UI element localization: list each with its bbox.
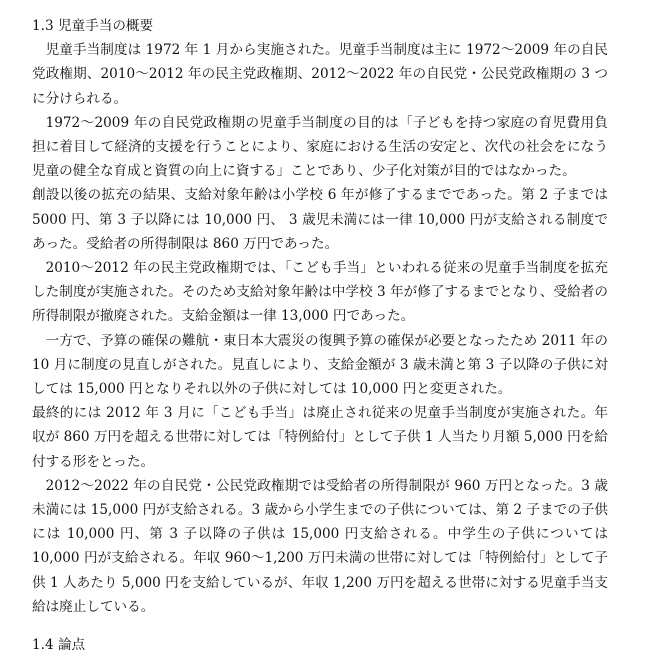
paragraph-ldp-amounts: 創設以後の拡充の結果、支給対象年齢は小学校 6 年が修了するまでであった。第 2 子までは 5000 円、第 3 子以降には 10,000 円、 3 歳児未満には一律 10,000 円が支給される制度であった。受給者の所得制限は 860 万円であった。	[32, 187, 608, 252]
next-section-heading: 1.4 論点	[32, 637, 86, 654]
paragraph-overview: 児童手当制度は 1972 年 1 月から実施された。児童手当制度は主に 1972〜2009 年の自民党政権期、2010〜2012 年の民主党政権期、2012〜2022 年の自民党・公民党政権期の 3 つに分けられる。	[32, 42, 608, 107]
paragraph-2012-2022: 2012〜2022 年の自民党・公民党政権期では受給者の所得制限が 960 万円となった。3 歳未満には 15,000 円が支給される。3 歳から小学生までの子供については、第 2 子までの子供には 10,000 円、第 3 子以降の子供は 15,000 円支給される。中学生の子供については 10,000 円が支給される。年収 960〜1,200 万円未満の世帯に対しては「特例給付」として子供 1 人あたり 5,000 円を支給しているが、年収 1,200 万円を超える世帯に対する児童手当支給は廃止している。	[32, 477, 608, 615]
paragraph-2012-abolition: 最終的には 2012 年 3 月に「こども手当」は廃止され従来の児童手当制度が実施された。年収が 860 万円を超える世帯に対しては「特例給付」として子供 1 人当たり月額 5,000 円を給付する形をとった。	[32, 405, 608, 470]
document-page	[32, 14, 608, 657]
paragraph-ldp-purpose: 1972〜2009 年の自民党政権期の児童手当制度の目的は「子どもを持つ家庭の育児費用負担に着目して経済的支援を行うことにより、家庭における生活の安定と、次代の社会をになう児童の健全な育成と資質の向上に資する」ことであり、少子化対策が目的ではなかった。	[32, 114, 608, 180]
paragraph-dpj-kodomo-teate: 2010〜2012 年の民主党政権期では、「こども手当」といわれる従来の児童手当制度を拡充した制度が実施された。そのため支給対象年齢は中学校 3 年が修了するまでとなり、受給者の所得制限が撤廃された。支給金額は一律 13,000 円であった。	[32, 260, 608, 325]
paragraph-2011-revision: 一方で、予算の確保の難航・東日本大震災の復興予算の確保が必要となったため 2011 年の 10 月に制度の見直しがされた。見直しにより、支給金額が 3 歳未満と第 3 子以降の子供に対しては 15,000 円となりそれ以外の子供に対しては 10,000 円と変更された。	[32, 332, 608, 398]
section-heading: 1.3 児童手当の概要	[32, 18, 154, 34]
